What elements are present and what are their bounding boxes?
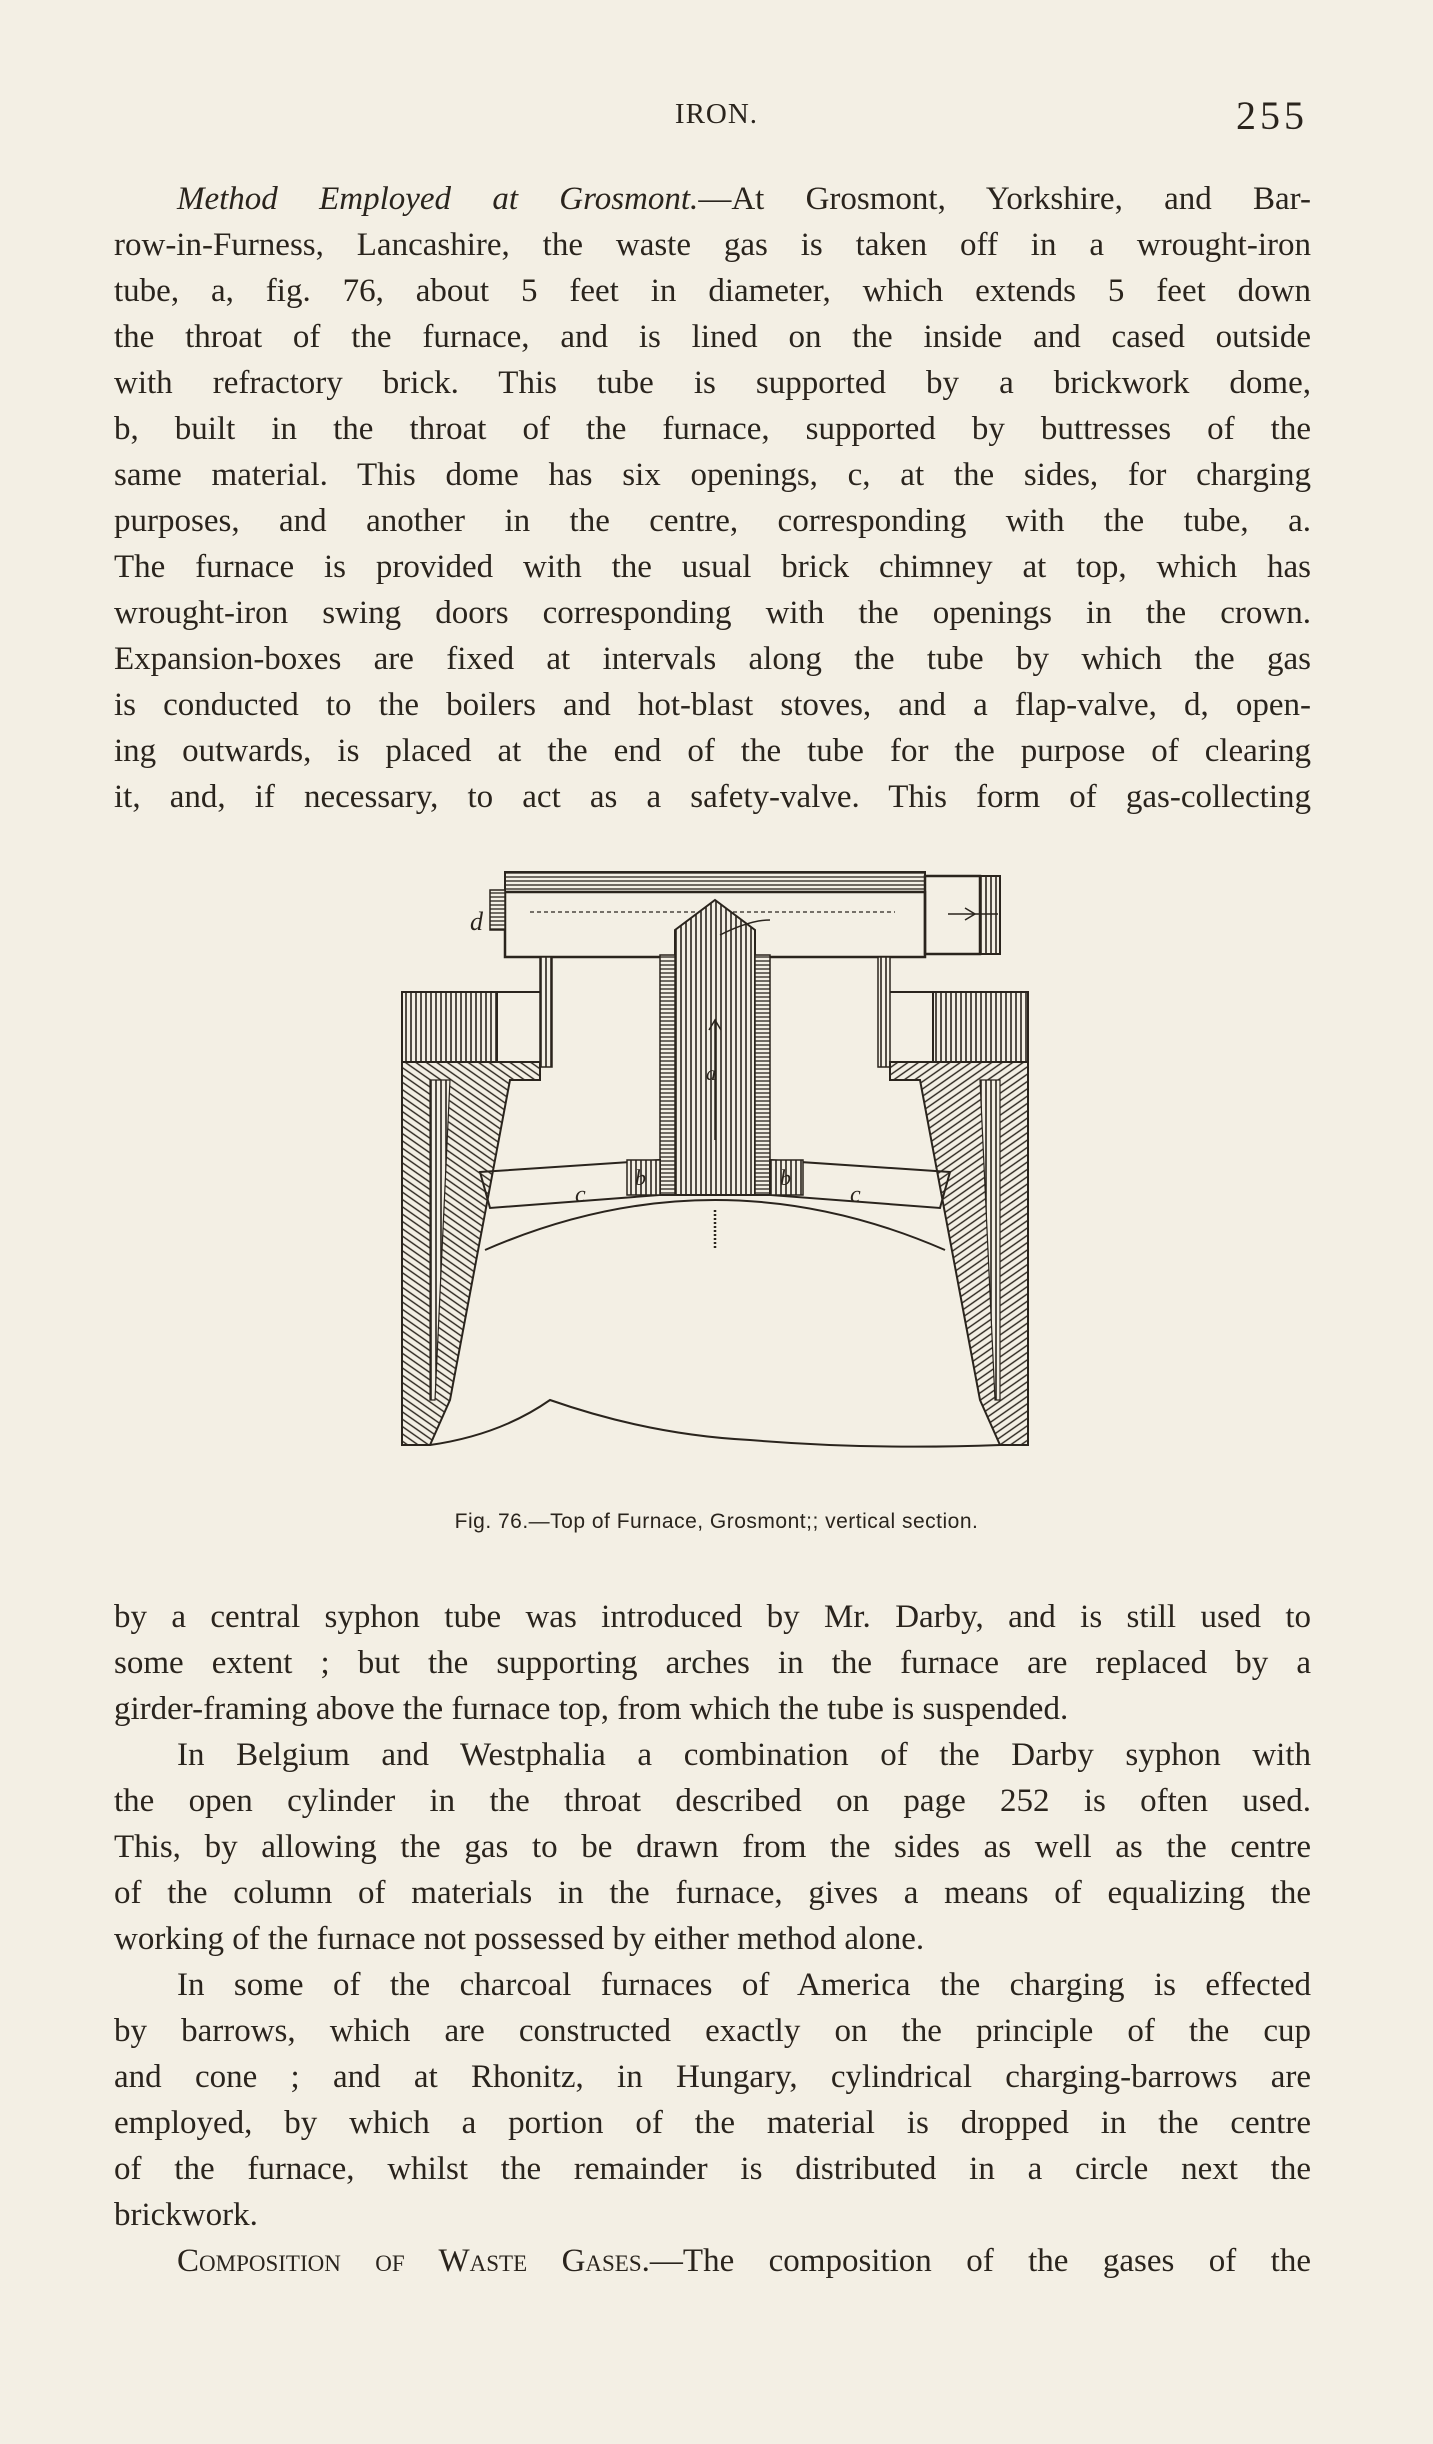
text-line: the throat of the furnace, and is lined on the inside and cased outside <box>114 319 1311 355</box>
text-line: of the column of materials in the furnace, gives a means of equalizing the <box>114 1875 1311 1911</box>
text-line: wrought-iron swing doors corresponding with the openings in the crown. <box>114 595 1311 631</box>
text-line: the open cylinder in the throat described on page 252 is often used. <box>114 1783 1311 1819</box>
text-line: Composition of Waste Gases.—The composition of the gases of the <box>177 2243 1311 2279</box>
text-line: some extent ; but the supporting arches in the furnace are replaced by a <box>114 1645 1311 1681</box>
section-heading: Composition of Waste Gases. <box>177 2243 650 2279</box>
body-continuation <box>114 1594 1311 2284</box>
text-line: is conducted to the boilers and hot-blast stoves, and a flap-valve, d, open- <box>114 687 1311 723</box>
text-line: with refractory brick. This tube is supported by a brickwork dome, <box>114 365 1311 401</box>
page-header <box>0 93 1433 148</box>
running-head: IRON. <box>674 98 759 130</box>
text-line: Expansion-boxes are fixed at intervals along the tube by which the gas <box>114 641 1311 677</box>
label-b-left: b <box>635 1165 646 1190</box>
text-line: In some of the charcoal furnaces of America the charging is effected <box>177 1967 1311 2003</box>
text-line: by barrows, which are constructed exactly on the principle of the cup <box>114 2013 1311 2049</box>
text-line: girder-framing above the furnace top, from which the tube is suspended. <box>114 1691 1069 1727</box>
section-lead-in: Method Employed at Grosmont. <box>177 181 699 217</box>
text-line: and cone ; and at Rhonitz, in Hungary, cylindrical charging-barrows are <box>114 2059 1311 2095</box>
label-c-right: c <box>850 1182 861 1208</box>
text-line: by a central syphon tube was introduced by Mr. Darby, and is still used to <box>114 1599 1311 1635</box>
burden-surface <box>430 1400 1000 1447</box>
text-line: Method Employed at Grosmont.—At Grosmont, Yorkshire, and Bar- <box>177 181 1311 217</box>
label-b-right: b <box>780 1165 791 1190</box>
text-line: This, by allowing the gas to be drawn from the sides as well as the centre <box>114 1829 1311 1865</box>
text-line: tube, a, fig. 76, about 5 feet in diameter, which extends 5 feet down <box>114 273 1311 309</box>
label-c-left: c <box>575 1182 586 1208</box>
flap-valve <box>490 890 505 930</box>
text-line: brickwork. <box>114 2197 258 2233</box>
text-line: of the furnace, whilst the remainder is distributed in a circle next the <box>114 2151 1311 2187</box>
text-line: ing outwards, is placed at the end of the tube for the purpose of clearing <box>114 733 1311 769</box>
text-line: row-in-Furness, Lancashire, the waste gas is taken off in a wrought-iron <box>114 227 1311 263</box>
text-line: b, built in the throat of the furnace, supported by buttresses of the <box>114 411 1311 447</box>
paragraph-grosmont <box>114 176 1311 820</box>
page-number: 255 <box>1236 93 1308 138</box>
text-line: The furnace is provided with the usual brick chimney at top, which has <box>114 549 1311 585</box>
chimney-right <box>933 992 1028 1062</box>
text-line: same material. This dome has six openings, c, at the sides, for charging <box>114 457 1311 493</box>
text-line: In Belgium and Westphalia a combination of the Darby syphon with <box>177 1737 1311 1773</box>
text-line: it, and, if necessary, to act as a safety-valve. This form of gas-collecting <box>114 779 1311 815</box>
furnace-wall-right <box>890 1062 1028 1445</box>
text-line: employed, by which a portion of the material is dropped in the centre <box>114 2105 1311 2141</box>
text-line: purposes, and another in the centre, corresponding with the tube, a. <box>114 503 1311 539</box>
label-d: d <box>470 907 483 936</box>
figure-caption: Fig. 76.—Top of Furnace, Grosmont;; vertical section. <box>454 1510 979 1533</box>
text-line: working of the furnace not possessed by either method alone. <box>114 1921 925 1957</box>
furnace-wall-left <box>402 1062 540 1445</box>
furnace-figure <box>390 860 1040 1480</box>
chimney-left <box>402 992 497 1062</box>
label-a: a <box>706 1063 716 1085</box>
